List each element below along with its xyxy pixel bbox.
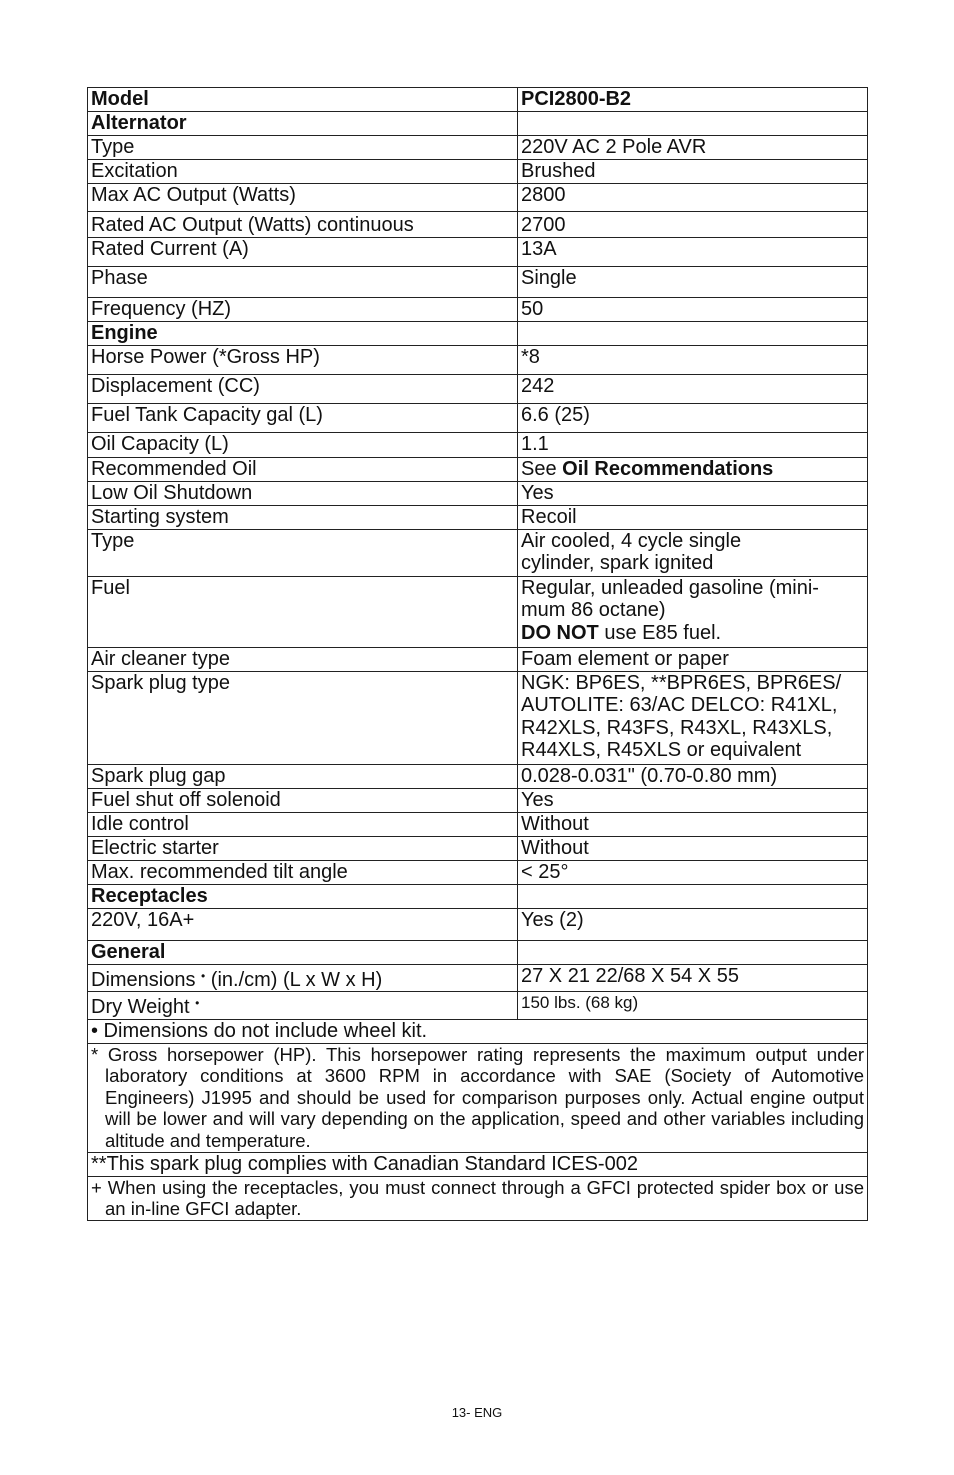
model-label: Model xyxy=(88,88,518,112)
engine-type-value: Air cooled, 4 cycle single cylinder, spark ignited xyxy=(518,529,868,576)
starting-system-value: Recoil xyxy=(518,505,868,529)
table-row xyxy=(88,1176,868,1220)
table-row xyxy=(88,184,868,212)
tilt-angle-value: < 25° xyxy=(518,860,868,884)
rated-output-label: Rated AC Output (Watts) continuous xyxy=(88,212,518,238)
table-row xyxy=(88,1152,868,1176)
air-cleaner-label: Air cleaner type xyxy=(88,647,518,671)
tilt-angle-label: Max. recommended tilt angle xyxy=(88,860,518,884)
recommended-oil-value: See Oil Recommendations xyxy=(518,457,868,481)
starting-system-label: Starting system xyxy=(88,505,518,529)
table-row xyxy=(88,647,868,671)
section-header-row xyxy=(88,884,868,908)
excitation-label: Excitation xyxy=(88,160,518,184)
alternator-type-value: 220V AC 2 Pole AVR xyxy=(518,136,868,160)
displacement-value: 242 xyxy=(518,374,868,403)
table-row xyxy=(88,136,868,160)
fuel-value: Regular, unleaded gasoline (mini- mum 86 octane) DO NOT use E85 fuel. xyxy=(518,576,868,647)
oil-recommendations-reference: Oil Recommendations xyxy=(562,457,774,480)
alternator-type-label: Type xyxy=(88,136,518,160)
spark-gap-value: 0.028-0.031" (0.70-0.80 mm) xyxy=(518,764,868,788)
table-row xyxy=(88,403,868,432)
table-row xyxy=(88,374,868,403)
table-row xyxy=(88,992,868,1020)
spark-plug-type-value: NGK: BP6ES, **BPR6ES, BPR6ES/ AUTOLITE: 63/AC DELCO: R41XL, R42XLS, R43FS, R43XL, R43XLS, R44XLS, R45XLS or equivalent xyxy=(518,671,868,764)
table-row xyxy=(88,297,868,321)
section-header-row xyxy=(88,321,868,345)
table-row xyxy=(88,908,868,940)
idle-control-label: Idle control xyxy=(88,812,518,836)
bullet-marker: • xyxy=(195,996,200,1010)
table-row xyxy=(88,345,868,374)
fuel-shutoff-label: Fuel shut off solenoid xyxy=(88,788,518,812)
spark-plug-type-label: Spark plug type xyxy=(88,671,518,764)
table-row xyxy=(88,788,868,812)
dimensions-note: • Dimensions do not include wheel kit. xyxy=(88,1019,868,1043)
horse-power-label: Horse Power (*Gross HP) xyxy=(88,345,518,374)
table-row xyxy=(88,860,868,884)
engine-type-label: Type xyxy=(88,529,518,576)
do-not-warning: DO NOT xyxy=(521,621,599,644)
alternator-section-title: Alternator xyxy=(88,112,518,136)
excitation-value: Brushed xyxy=(518,160,868,184)
table-row xyxy=(88,432,868,457)
air-cleaner-value: Foam element or paper xyxy=(518,647,868,671)
oil-capacity-label: Oil Capacity (L) xyxy=(88,432,518,457)
receptacle-220v-value: Yes (2) xyxy=(518,908,868,940)
dry-weight-label: Dry Weight • xyxy=(88,992,518,1020)
spark-gap-label: Spark plug gap xyxy=(88,764,518,788)
gross-hp-note: * Gross horsepower (HP). This horsepower rating represents the maximum output under laboratory conditions at 3600 RPM in accordance with SAE (Society of Automotive Engineers) J1995 and should be used for comparison purposes only. Actual engine output will be lower and will vary depending on the application, speed and other variables including altitude and temperature. xyxy=(88,1043,868,1152)
fuel-label: Fuel xyxy=(88,576,518,647)
fuel-tank-value: 6.6 (25) xyxy=(518,403,868,432)
gfci-note: + When using the receptacles, you must connect through a GFCI protected spider box or use an in-line GFCI adapter. xyxy=(88,1176,868,1220)
table-row xyxy=(88,576,868,647)
table-row xyxy=(88,505,868,529)
phase-label: Phase xyxy=(88,266,518,297)
page-number: 13- ENG xyxy=(451,1405,503,1420)
fuel-shutoff-value: Yes xyxy=(518,788,868,812)
frequency-label: Frequency (HZ) xyxy=(88,297,518,321)
receptacle-220v-label: 220V, 16A+ xyxy=(88,908,518,940)
receptacles-section-title: Receptacles xyxy=(88,884,518,908)
idle-control-value: Without xyxy=(518,812,868,836)
displacement-label: Displacement (CC) xyxy=(88,374,518,403)
table-row xyxy=(88,88,868,112)
dimensions-label: Dimensions • (in./cm) (L x W x H) xyxy=(88,964,518,992)
section-header-row xyxy=(88,112,868,136)
rated-current-value: 13A xyxy=(518,237,868,266)
dimensions-value: 27 X 21 22/68 X 54 X 55 xyxy=(518,964,868,992)
section-header-row xyxy=(88,940,868,964)
low-oil-label: Low Oil Shutdown xyxy=(88,481,518,505)
phase-value: Single xyxy=(518,266,868,297)
frequency-value: 50 xyxy=(518,297,868,321)
table-row xyxy=(88,266,868,297)
table-row xyxy=(88,964,868,992)
max-output-label: Max AC Output (Watts) xyxy=(88,184,518,212)
table-row xyxy=(88,212,868,238)
recommended-oil-label: Recommended Oil xyxy=(88,457,518,481)
table-row xyxy=(88,160,868,184)
table-row xyxy=(88,1019,868,1043)
oil-capacity-value: 1.1 xyxy=(518,432,868,457)
max-output-value: 2800 xyxy=(518,184,868,212)
table-row xyxy=(88,237,868,266)
dry-weight-value: 150 lbs. (68 kg) xyxy=(518,992,868,1020)
electric-starter-value: Without xyxy=(518,836,868,860)
table-row xyxy=(88,836,868,860)
fuel-tank-label: Fuel Tank Capacity gal (L) xyxy=(88,403,518,432)
table-row xyxy=(88,671,868,764)
specifications-table xyxy=(87,87,868,1221)
table-row xyxy=(88,529,868,576)
table-row xyxy=(88,1043,868,1152)
table-row xyxy=(88,457,868,481)
engine-section-title: Engine xyxy=(88,321,518,345)
rated-current-label: Rated Current (A) xyxy=(88,237,518,266)
table-row xyxy=(88,812,868,836)
horse-power-value: *8 xyxy=(518,345,868,374)
table-row xyxy=(88,481,868,505)
low-oil-value: Yes xyxy=(518,481,868,505)
bullet-marker: • xyxy=(201,968,206,983)
electric-starter-label: Electric starter xyxy=(88,836,518,860)
table-row xyxy=(88,764,868,788)
rated-output-value: 2700 xyxy=(518,212,868,238)
spark-plug-note: **This spark plug complies with Canadian Standard ICES-002 xyxy=(88,1152,868,1176)
model-value: PCI2800-B2 xyxy=(518,88,868,112)
general-section-title: General xyxy=(88,940,518,964)
